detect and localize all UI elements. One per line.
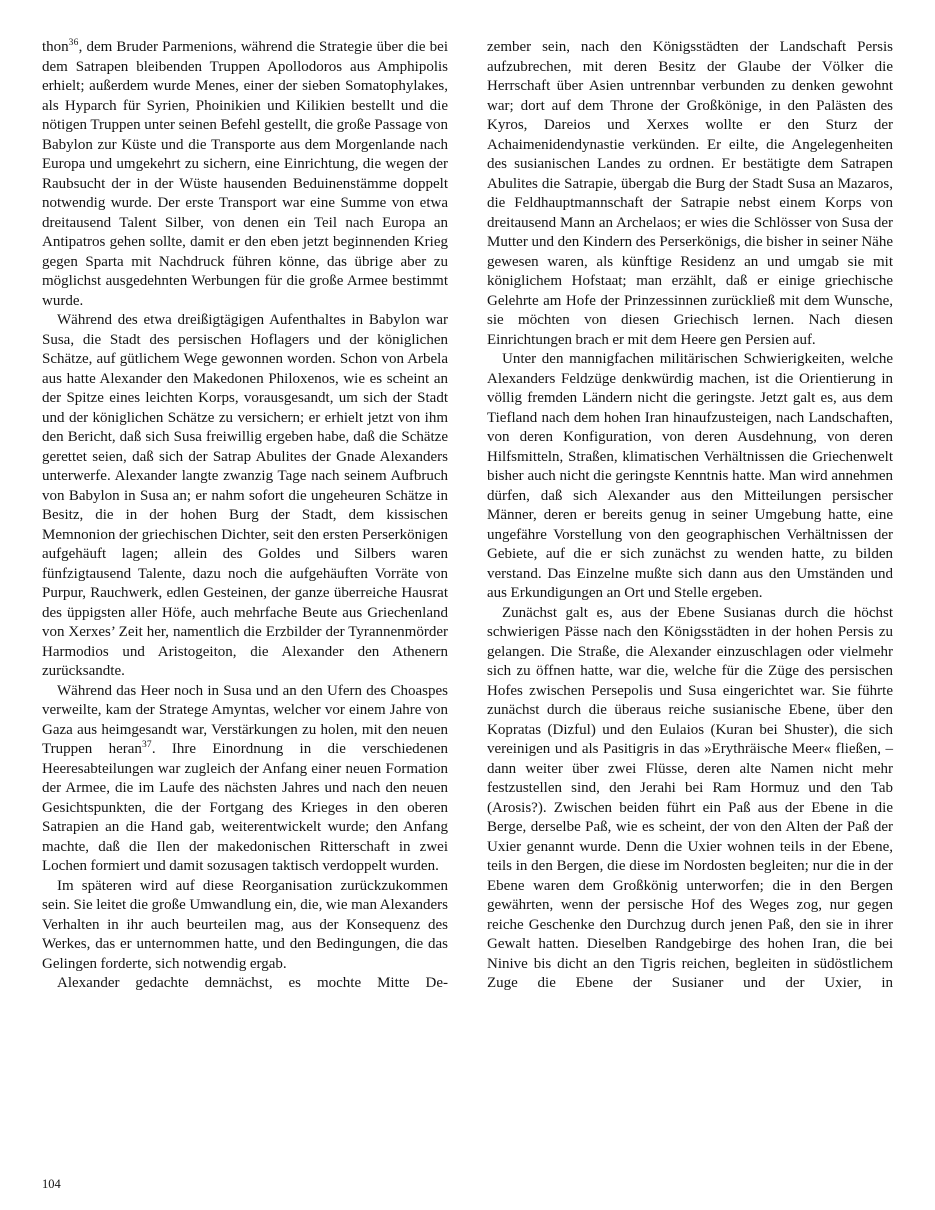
text-columns: [42, 38, 893, 994]
paragraph: Während das Heer noch in Susa und an den Ufern des Choaspes verweilte, kam der Stratege Amyntas, welcher vor einem Jahre von Gaza aus heimgesandt war, Verstärkungen zu holen, mit den neuen Truppen heran$^{37}$. Ihre Einordnung in die verschiedenen Heeresabteilungen war zugleich der Anfang einer neuen Formation der Armee, die im Laufe des nächsten Jahres und nach den neuen Gesichtspunkten, die der Fortgang des Krieges in den oberen Satrapien an die Hand gab, weiterentwickelt wurde; den Anfang machte, daß die Ilen der makedonischen Ritterschaft in zwei Lochen formiert und damit sozusagen taktisch verdoppelt wurden.: [42, 682, 448, 874]
footnote-ref: 36: [68, 38, 79, 48]
column-left: [42, 38, 448, 994]
paragraph: Alexander gedachte demnächst, es mochte Mitte De-: [57, 975, 448, 991]
paragraph: Während des etwa dreißigtägigen Aufenthaltes in Babylon war Susa, die Stadt des persischen Hoflagers und der königlichen Schätze, auf gütlichem Wege gewonnen worden. Schon von Arbela aus hatte Alexander den Makedonen Philoxenos, wie es scheint an der Spitze eines leichten Korps, vorausgesandt, um sich der Stadt und der königlichen Schätze zu versichern; er erhielt jetzt von ihm den Bericht, daß sich Susa freiwillig ergeben habe, daß die Schätze gerettet seien, daß sich der Satrap Abulites der Gnade Alexanders unterwerfe. Alexander langte zwanzig Tage nach seinem Aufbruch von Babylon in Susa an; er nahm sofort die ungeheuren Schätze in Besitz, die in der hohen Burg der Stadt, dem kissischen Memnonion der griechischen Dichter, seit den ersten Perserkönigen aufgehäuft lagen; allein des Goldes und Silbers waren fünfzigtausend Talente, dazu noch die aufgehäuften Vorräte von Purpur, Rauchwerk, edlen Gesteinen, der ganze überreiche Hausrat des üppigsten aller Höfe, auch mehrfache Beute aus Griechenland von Xerxes’ Zeit her, namentlich die Erzbilder der Tyrannenmörder Harmodios und Aristogeiton, die Alexander den Athenern zurücksandte.: [42, 312, 448, 679]
paragraph: thon$^{36}$, dem Bruder Parmenions, während die Strategie über die bei dem Satrapen bleibenden Truppen Apollodoros aus Amphipolis erhielt; außerdem wurde Menes, einer der sieben Somatophylakes, als Hyparch für Syrien, Phoinikien und Kilikien bestellt und die nötigen Truppen unter seinen Befehl gestellt, die große Passage von Babylon zur Küste und die Transporte aus dem Morgenlande nach Europa und umgekehrt zu sichern, eine Einrichtung, die wegen der Raubsucht der in der Wüste hausenden Beduinenstämme doppelt notwendig wurde. Der erste Transport war eine Summe von etwa dreitausend Talent Silber, von denen ein Teil nach Europa an Antipatros gehen sollte, damit er den eben jetzt beginnenden Krieg gegen Sparta mit Nachdruck führen könne, das übrige aber zu möglichst ausgedehnten Werbungen für die große Armee bestimmt wurde.: [42, 38, 448, 309]
paragraph: Unter den mannigfachen militärischen Schwierigkeiten, welche Alexanders Feldzüge denkwürdig machen, ist die Orientierung in völlig fremden Ländern nicht die geringste. Jetzt galt es, aus dem Tiefland nach dem hohen Iran hinaufzusteigen, nach Landschaften, von deren Konfiguration, von deren Ausdehnung, von deren Hilfsmitteln, Straßen, klimatischen Verhältnissen die Griechenwelt bisher auch nicht die geringste Kenntnis hatte. Man wird annehmen dürfen, daß sich Alexander aus den Mitteilungen persischer Männer, deren er bereits genug in seiner Umgebung hatte, eine ungefähre Vorstellung von den geographischen Verhältnissen der Gebiete, auf die er sich zunächst zu wenden hatte, zu bilden verstand. Das Einzelne mußte sich dann aus den Umständen und aus Erkundigungen an Ort und Stelle ergeben.: [487, 351, 893, 601]
paragraph: zember sein, nach den Königsstädten der Landschaft Persis aufzubrechen, mit deren Besitz der Glaube der Völker die Herrschaft über Asien untrennbar verbunden zu denken gewohnt war; dort auf dem Throne der Großkönige, in den Palästen des Kyros, Dareios und Xerxes wollte er den Sturz der Achaimenidendynastie verkünden. Er eilte, die Angelegenheiten des susianischen Landes zu ordnen. Er bestätigte dem Satrapen Abulites die Satrapie, übergab die Burg der Stadt Susa an Mazaros, die Feldhauptmannschaft der Satrapie nebst einem Korps von dreitausend Mann an Archelaos; er wies die Schlösser von Susa der Mutter und den Kindern des Perserkönigs, die bisher in seiner Nähe gewesen waren, als künftige Residenz an und umgab sie mit königlichem Hofstaat; man erzählt, daß er einige griechische Gelehrte am Hofe der Prinzessinnen zurückließ mit dem Wunsche, sie möchten von diesen Griechisch lernen. Nach diesen Einrichtungen brach er mit dem Heere gen Persien auf.: [487, 39, 893, 348]
footnote-ref: 37: [141, 740, 152, 750]
paragraph: Im späteren wird auf diese Reorganisation zurückzukommen sein. Sie leitet die große Umwandlung ein, die, wie man Alexanders Verhalten in ihr auch beurteilen mag, aus der Konsequenz des Werkes, das er unternommen hatte, und den Bedingungen, die das Gelingen forderte, sich notwendig ergab.: [42, 877, 448, 972]
column-right: [487, 38, 893, 994]
paragraph: Zunächst galt es, aus der Ebene Susianas durch die höchst schwierigen Pässe nach den Königsstädten in der hohen Persis zu gelangen. Die Straße, die Alexander einzuschlagen oder vielmehr sich zu öffnen hatte, war die, welche für die Züge des persischen Hofes zwischen Persepolis und Susa eingerichtet war. Sie führte zunächst durch die überaus reiche susianische Ebene, über den Kopratas (Dizful) und den Eulaios (Kuran bei Shuster), die sich vereinigen und als Pasitigris in das »Erythräische Meer« fließen, – dann weiter über zwei Flüsse, deren alte Namen nicht mehr festzustellen sind, den Jerahi bei Ram Hormuz und den Tab (Arosis?). Zwischen beiden führt ein Paß aus der Ebene in die Berge, derselbe Paß, wie es scheint, der von den Alten der Paß der Uxier genannt wurde. Denn die Uxier wohnen teils in der Ebene, teils in den Bergen, die diese im Nordosten begleiten; nur die in der Ebene waren dem Großkönig unterworfen; die in den Bergen gewährten, wenn der persische Hof des Weges zog, nur gegen reiche Geschenke den Durchzug durch jenen Paß, den sie in ihrer Gewalt hatten. Dieselben Randgebirge des hohen Iran, die bei Ninive bis dicht an den Tigris reichen, begleiten in südöstlichem Zuge die Ebene der Susianer und der Uxier, in: [487, 604, 893, 991]
page-number: 104: [42, 1177, 61, 1191]
